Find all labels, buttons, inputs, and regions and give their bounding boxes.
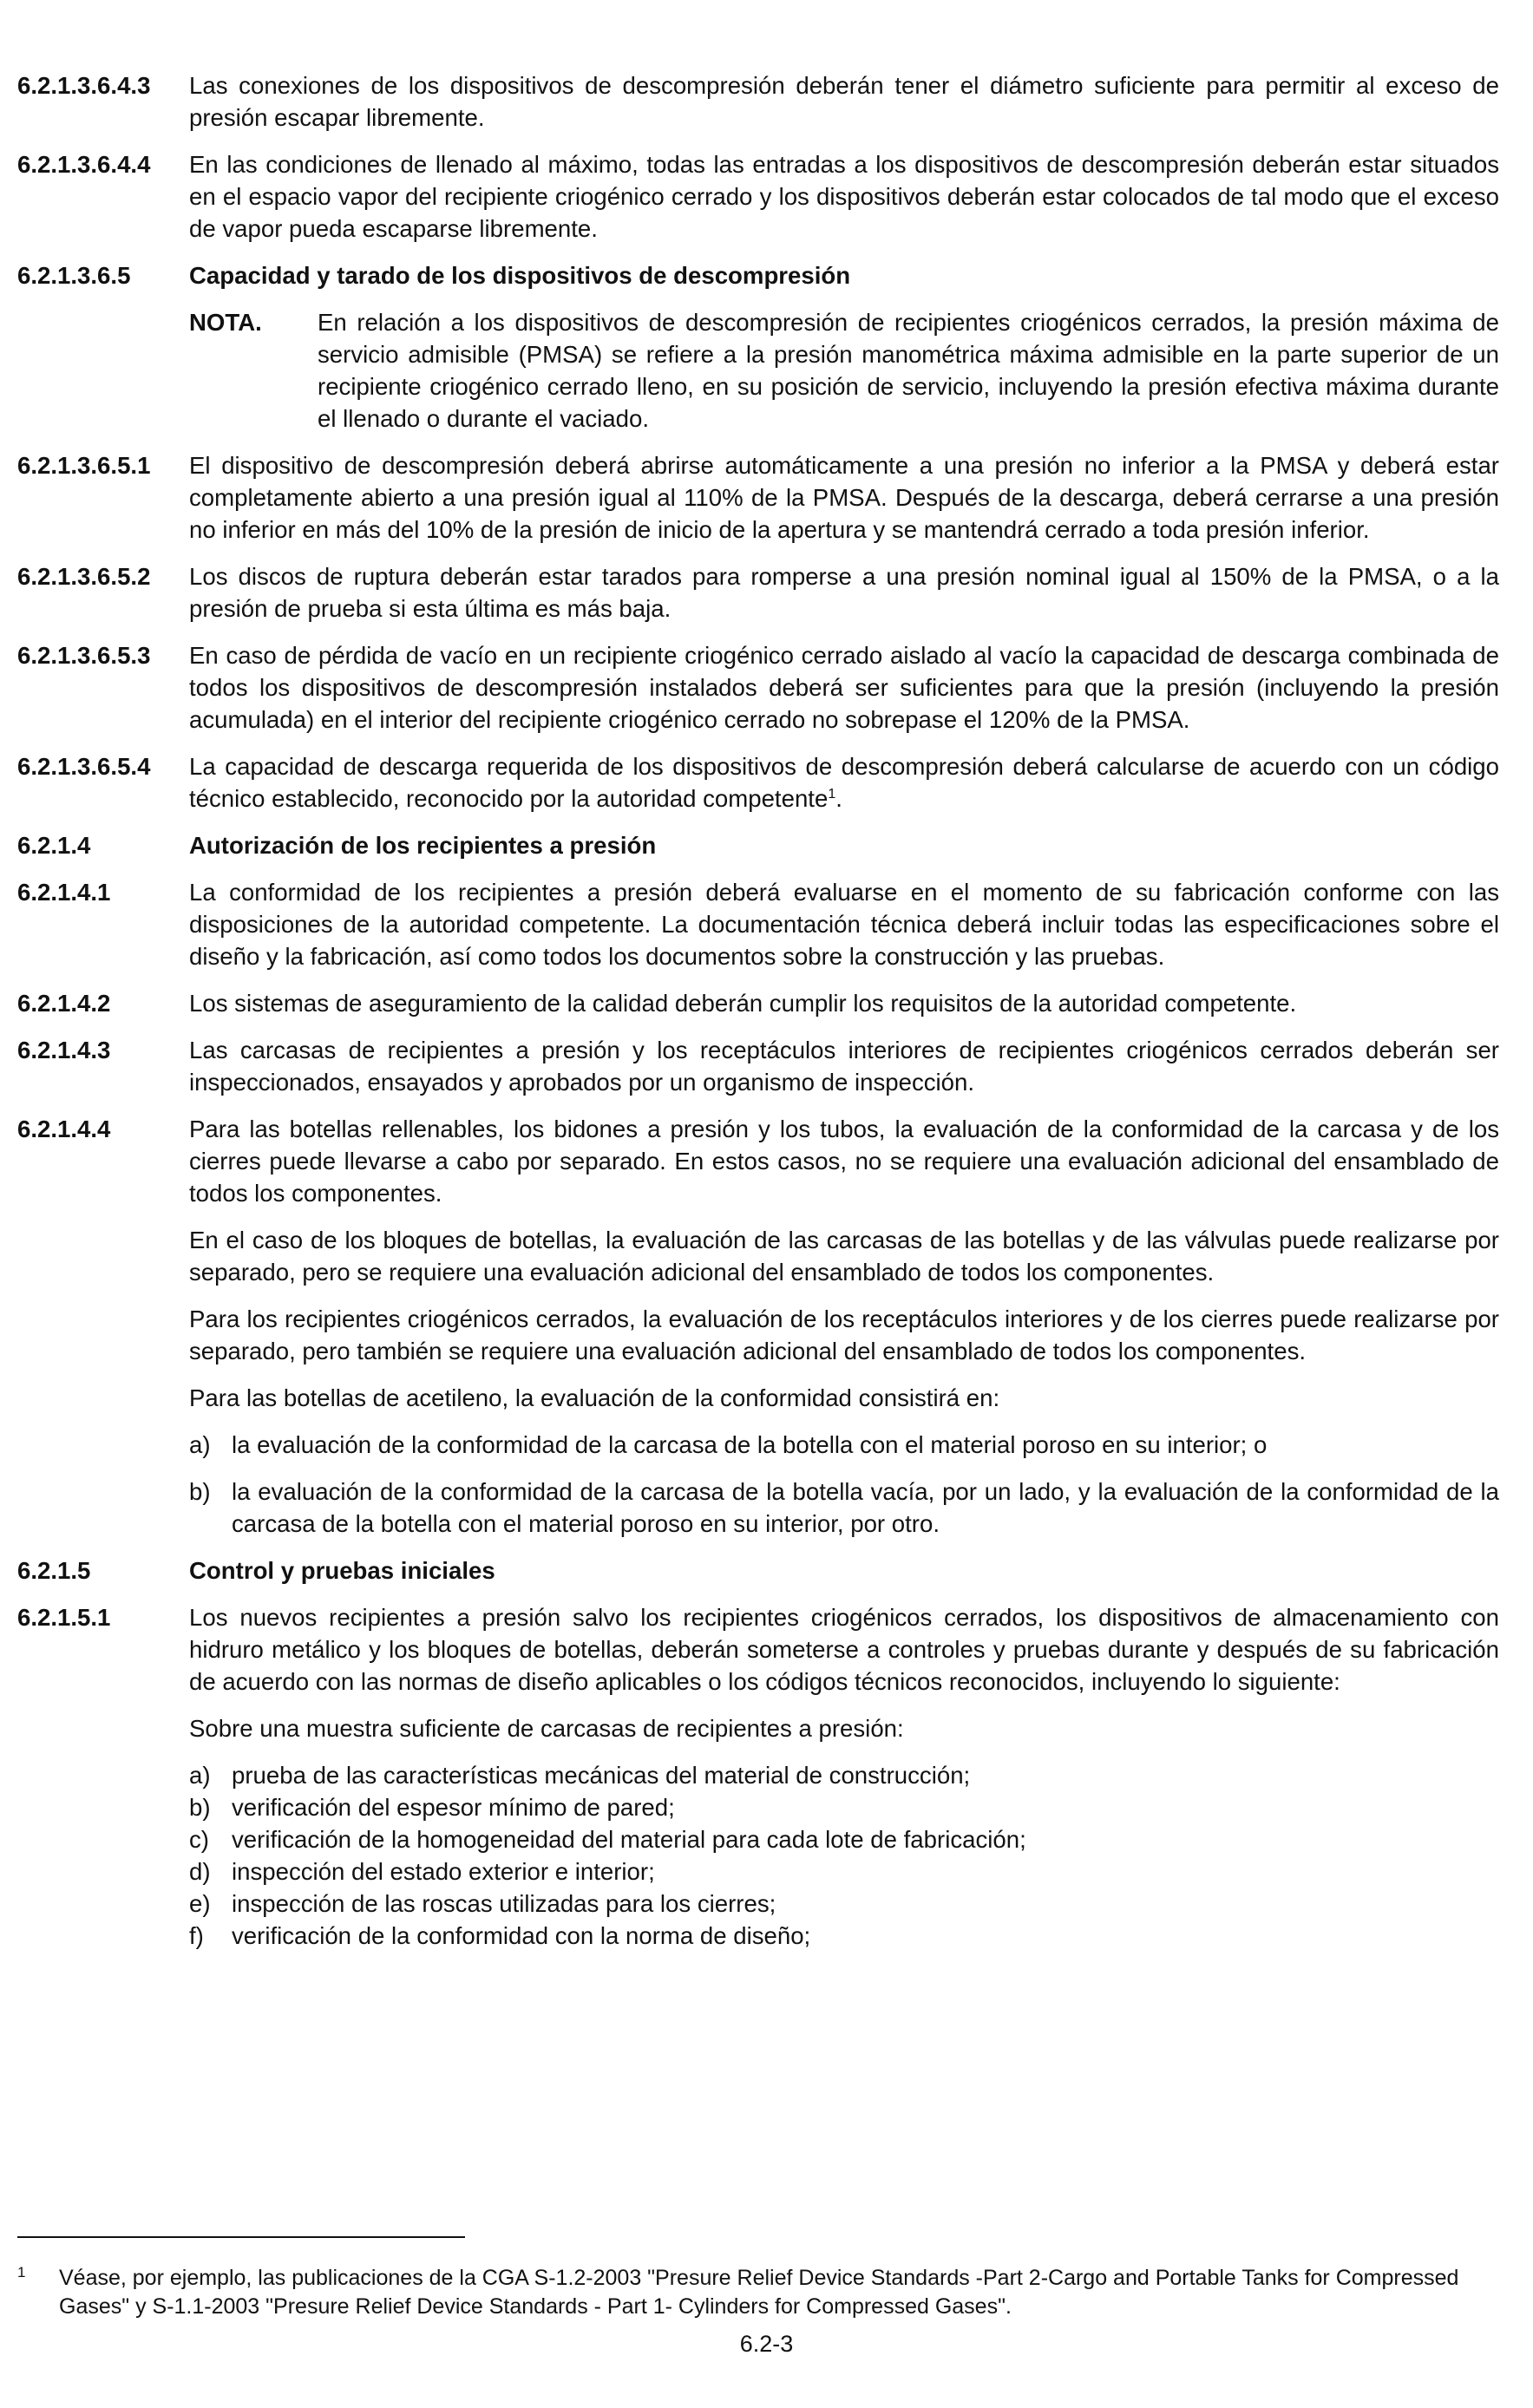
- list-item-letter: b): [189, 1794, 211, 1821]
- heading-text: Control y pruebas iniciales: [189, 1557, 495, 1584]
- list-item: [189, 1429, 1499, 1461]
- heading-text: Autorización de los recipientes a presión: [189, 832, 657, 859]
- paragraph-6-2-1-3-6-4-4: [17, 148, 1499, 245]
- list-item-text: la evaluación de la conformidad de la carcasa de la botella con el material poroso en su interior; o: [232, 1431, 1268, 1458]
- list-item-text: verificación de la conformidad con la norma de diseño;: [232, 1922, 811, 1949]
- list-item-letter: d): [189, 1858, 211, 1885]
- paragraph-continuation: Para los recipientes criogénicos cerrados, la evaluación de los receptáculos interiores y de los cierres puede realizarse por separado, pero también se requiere una evaluación adicional del ensamblado de todos los componentes.: [189, 1305, 1499, 1364]
- paragraph-text: En caso de pérdida de vacío en un recipiente criogénico cerrado aislado al vacío la capacidad de descarga combinada de todos los dispositivos de descompresión instalados deberá ser suficientes para que la presión (incluyendo la presión acumulada) en el interior del recipiente criogénico cerrado no sobrepase el 120% de la PMSA.: [189, 642, 1499, 733]
- heading-number: 6.2.1.5: [17, 1557, 91, 1584]
- paragraph-6-2-1-4-4: [17, 1113, 1499, 1209]
- paragraph-text: Los sistemas de aseguramiento de la calidad deberán cumplir los requisitos de la autoridad competente.: [189, 990, 1297, 1017]
- paragraph-6-2-1-4-2: [17, 987, 1499, 1019]
- list-item-text: verificación del espesor mínimo de pared;: [232, 1794, 675, 1821]
- paragraph-number: 6.2.1.3.6.5.2: [17, 563, 151, 590]
- paragraph-continuation: En el caso de los bloques de botellas, la evaluación de las carcasas de las botellas y de las válvulas puede realizarse por separado, pero se requiere una evaluación adicional del ensamblado de todos los componentes.: [189, 1227, 1499, 1286]
- paragraph-number: 6.2.1.4.4: [17, 1116, 111, 1142]
- heading-number: 6.2.1.3.6.5: [17, 262, 131, 289]
- paragraph-continuation: Para las botellas de acetileno, la evaluación de la conformidad consistirá en:: [189, 1384, 1000, 1411]
- footnote-mark: 1: [17, 2264, 26, 2280]
- footnote-text: Véase, por ejemplo, las publicaciones de la CGA S-1.2-2003 "Presure Relief Device Standards -Part 2-Cargo and Portable Tanks for Compressed Gases" y S-1.1-2003 "Presure Relief Device Standards - Part 1- Cylinders for Compressed Gases".: [59, 2266, 1459, 2319]
- heading-6-2-1-5: [17, 1554, 1499, 1587]
- paragraph-text: Las carcasas de recipientes a presión y los receptáculos interiores de recipientes criogénicos cerrados deberán ser inspeccionados, ensayados y aprobados por un organismo de inspección.: [189, 1037, 1499, 1096]
- paragraph-text: En las condiciones de llenado al máximo, todas las entradas a los dispositivos de descompresión deberán estar situados en el espacio vapor del recipiente criogénico cerrado y los dispositivos deberán estar colocados de tal modo que el exceso de vapor pueda escaparse libremente.: [189, 151, 1499, 242]
- paragraph-number: 6.2.1.3.6.5.1: [17, 452, 151, 479]
- heading-6-2-1-3-6-5: [17, 259, 1499, 291]
- paragraph-text: Para las botellas rellenables, los bidones a presión y los tubos, la evaluación de la conformidad de la carcasa y de los cierres puede llevarse a cabo por separado. En estos casos, no se requiere una evaluación adicional del ensamblado de todos los componentes.: [189, 1116, 1499, 1207]
- paragraph-number: 6.2.1.3.6.5.4: [17, 753, 151, 780]
- paragraph-6-2-1-3-6-5-4: [17, 750, 1499, 815]
- paragraph-6-2-1-3-6-5-2: [17, 560, 1499, 625]
- paragraph-number: 6.2.1.5.1: [17, 1604, 111, 1631]
- footnote-separator: [17, 2236, 465, 2238]
- list-item-text: verificación de la homogeneidad del material para cada lote de fabricación;: [232, 1826, 1026, 1853]
- list-item-letter: b): [189, 1478, 211, 1505]
- paragraph-6-2-1-3-6-5-1: [17, 449, 1499, 546]
- paragraph-number: 6.2.1.4.1: [17, 879, 111, 906]
- list-item-letter: e): [189, 1890, 211, 1917]
- paragraph-number: 6.2.1.3.6.4.3: [17, 72, 151, 99]
- list-item: [189, 1855, 1499, 1888]
- paragraph-6-2-1-4-1: [17, 876, 1499, 972]
- footnote-reference[interactable]: 1: [828, 786, 836, 802]
- list-item: [189, 1823, 1499, 1855]
- list-item-text: inspección de las roscas utilizadas para los cierres;: [232, 1890, 776, 1917]
- footnote: [17, 2264, 1499, 2321]
- paragraph-6-2-1-3-6-4-3: [17, 69, 1499, 134]
- document-body: [17, 69, 1499, 1952]
- heading-number: 6.2.1.4: [17, 832, 91, 859]
- list-item: [189, 1791, 1499, 1823]
- paragraph-text: La capacidad de descarga requerida de los dispositivos de descompresión deberá calcularse de acuerdo con un código técnico establecido, reconocido por la autoridad competente: [189, 753, 1499, 812]
- paragraph-text: Los nuevos recipientes a presión salvo los recipientes criogénicos cerrados, los dispositivos de almacenamiento con hidruro metálico y los bloques de botellas, deberán someterse a controles y pruebas durante y después de su fabricación de acuerdo con las normas de diseño aplicables o los códigos técnicos reconocidos, incluyendo lo siguiente:: [189, 1604, 1499, 1695]
- paragraph-number: 6.2.1.4.3: [17, 1037, 111, 1063]
- paragraph-number: 6.2.1.4.2: [17, 990, 111, 1017]
- heading-text: Capacidad y tarado de los dispositivos de descompresión: [189, 262, 851, 289]
- paragraph-6-2-1-3-6-5-3: [17, 639, 1499, 736]
- paragraph-text: Las conexiones de los dispositivos de descompresión deberán tener el diámetro suficiente para permitir al exceso de presión escapar libremente.: [189, 72, 1499, 131]
- list-item-letter: a): [189, 1431, 211, 1458]
- list-item: [189, 1920, 1499, 1952]
- list-item: [189, 1476, 1499, 1540]
- paragraph-end-punctuation: .: [835, 785, 842, 812]
- paragraph-text: El dispositivo de descompresión deberá abrirse automáticamente a una presión no inferior a la PMSA y deberá estar completamente abierto a una presión igual al 110% de la PMSA. Después de la descarga, deberá cerrarse a una presión no inferior en más del 10% de la presión de inicio de la apertura y se mantendrá cerrado a toda presión inferior.: [189, 452, 1499, 543]
- paragraph-number: 6.2.1.3.6.4.4: [17, 151, 151, 178]
- list-item-text: inspección del estado exterior e interior;: [232, 1858, 655, 1885]
- list-item-letter: a): [189, 1762, 211, 1789]
- heading-6-2-1-4: [17, 829, 1499, 861]
- list-item-letter: c): [189, 1826, 209, 1853]
- list-item-letter: f): [189, 1922, 204, 1949]
- paragraph-text-wrapper: [189, 750, 1499, 815]
- list-item: [189, 1759, 1499, 1791]
- note-text: En relación a los dispositivos de descompresión de recipientes criogénicos cerrados, la presión máxima de servicio admisible (PMSA) se refiere a la presión manométrica máxima admisible en la parte superior de un recipiente criogénico cerrado lleno, en su posición de servicio, incluyendo la presión efectiva máxima durante el llenado o durante el vaciado.: [318, 309, 1499, 432]
- paragraph-text: Los discos de ruptura deberán estar tarados para romperse a una presión nominal igual al 150% de la PMSA, o a la presión de prueba si esta última es más baja.: [189, 563, 1499, 622]
- paragraph-text: La conformidad de los recipientes a presión deberá evaluarse en el momento de su fabricación conforme con las disposiciones de la autoridad competente. La documentación técnica deberá incluir todas las especificaciones sobre el diseño y la fabricación, así como todos los documentos sobre la construcción y las pruebas.: [189, 879, 1499, 970]
- page-number: 6.2-3: [739, 2331, 794, 2357]
- paragraph-continuation: Sobre una muestra suficiente de carcasas de recipientes a presión:: [189, 1715, 904, 1742]
- paragraph-number: 6.2.1.3.6.5.3: [17, 642, 151, 669]
- list-item-text: prueba de las características mecánicas del material de construcción;: [232, 1762, 971, 1789]
- note-label: NOTA.: [189, 309, 262, 336]
- paragraph-6-2-1-4-3: [17, 1034, 1499, 1098]
- note-block: [189, 306, 1499, 435]
- paragraph-6-2-1-5-1: [17, 1601, 1499, 1698]
- list-item: [189, 1888, 1499, 1920]
- list-item-text: la evaluación de la conformidad de la carcasa de la botella vacía, por un lado, y la evaluación de la conformidad de la carcasa de la botella con el material poroso en su interior, por otro.: [232, 1478, 1499, 1537]
